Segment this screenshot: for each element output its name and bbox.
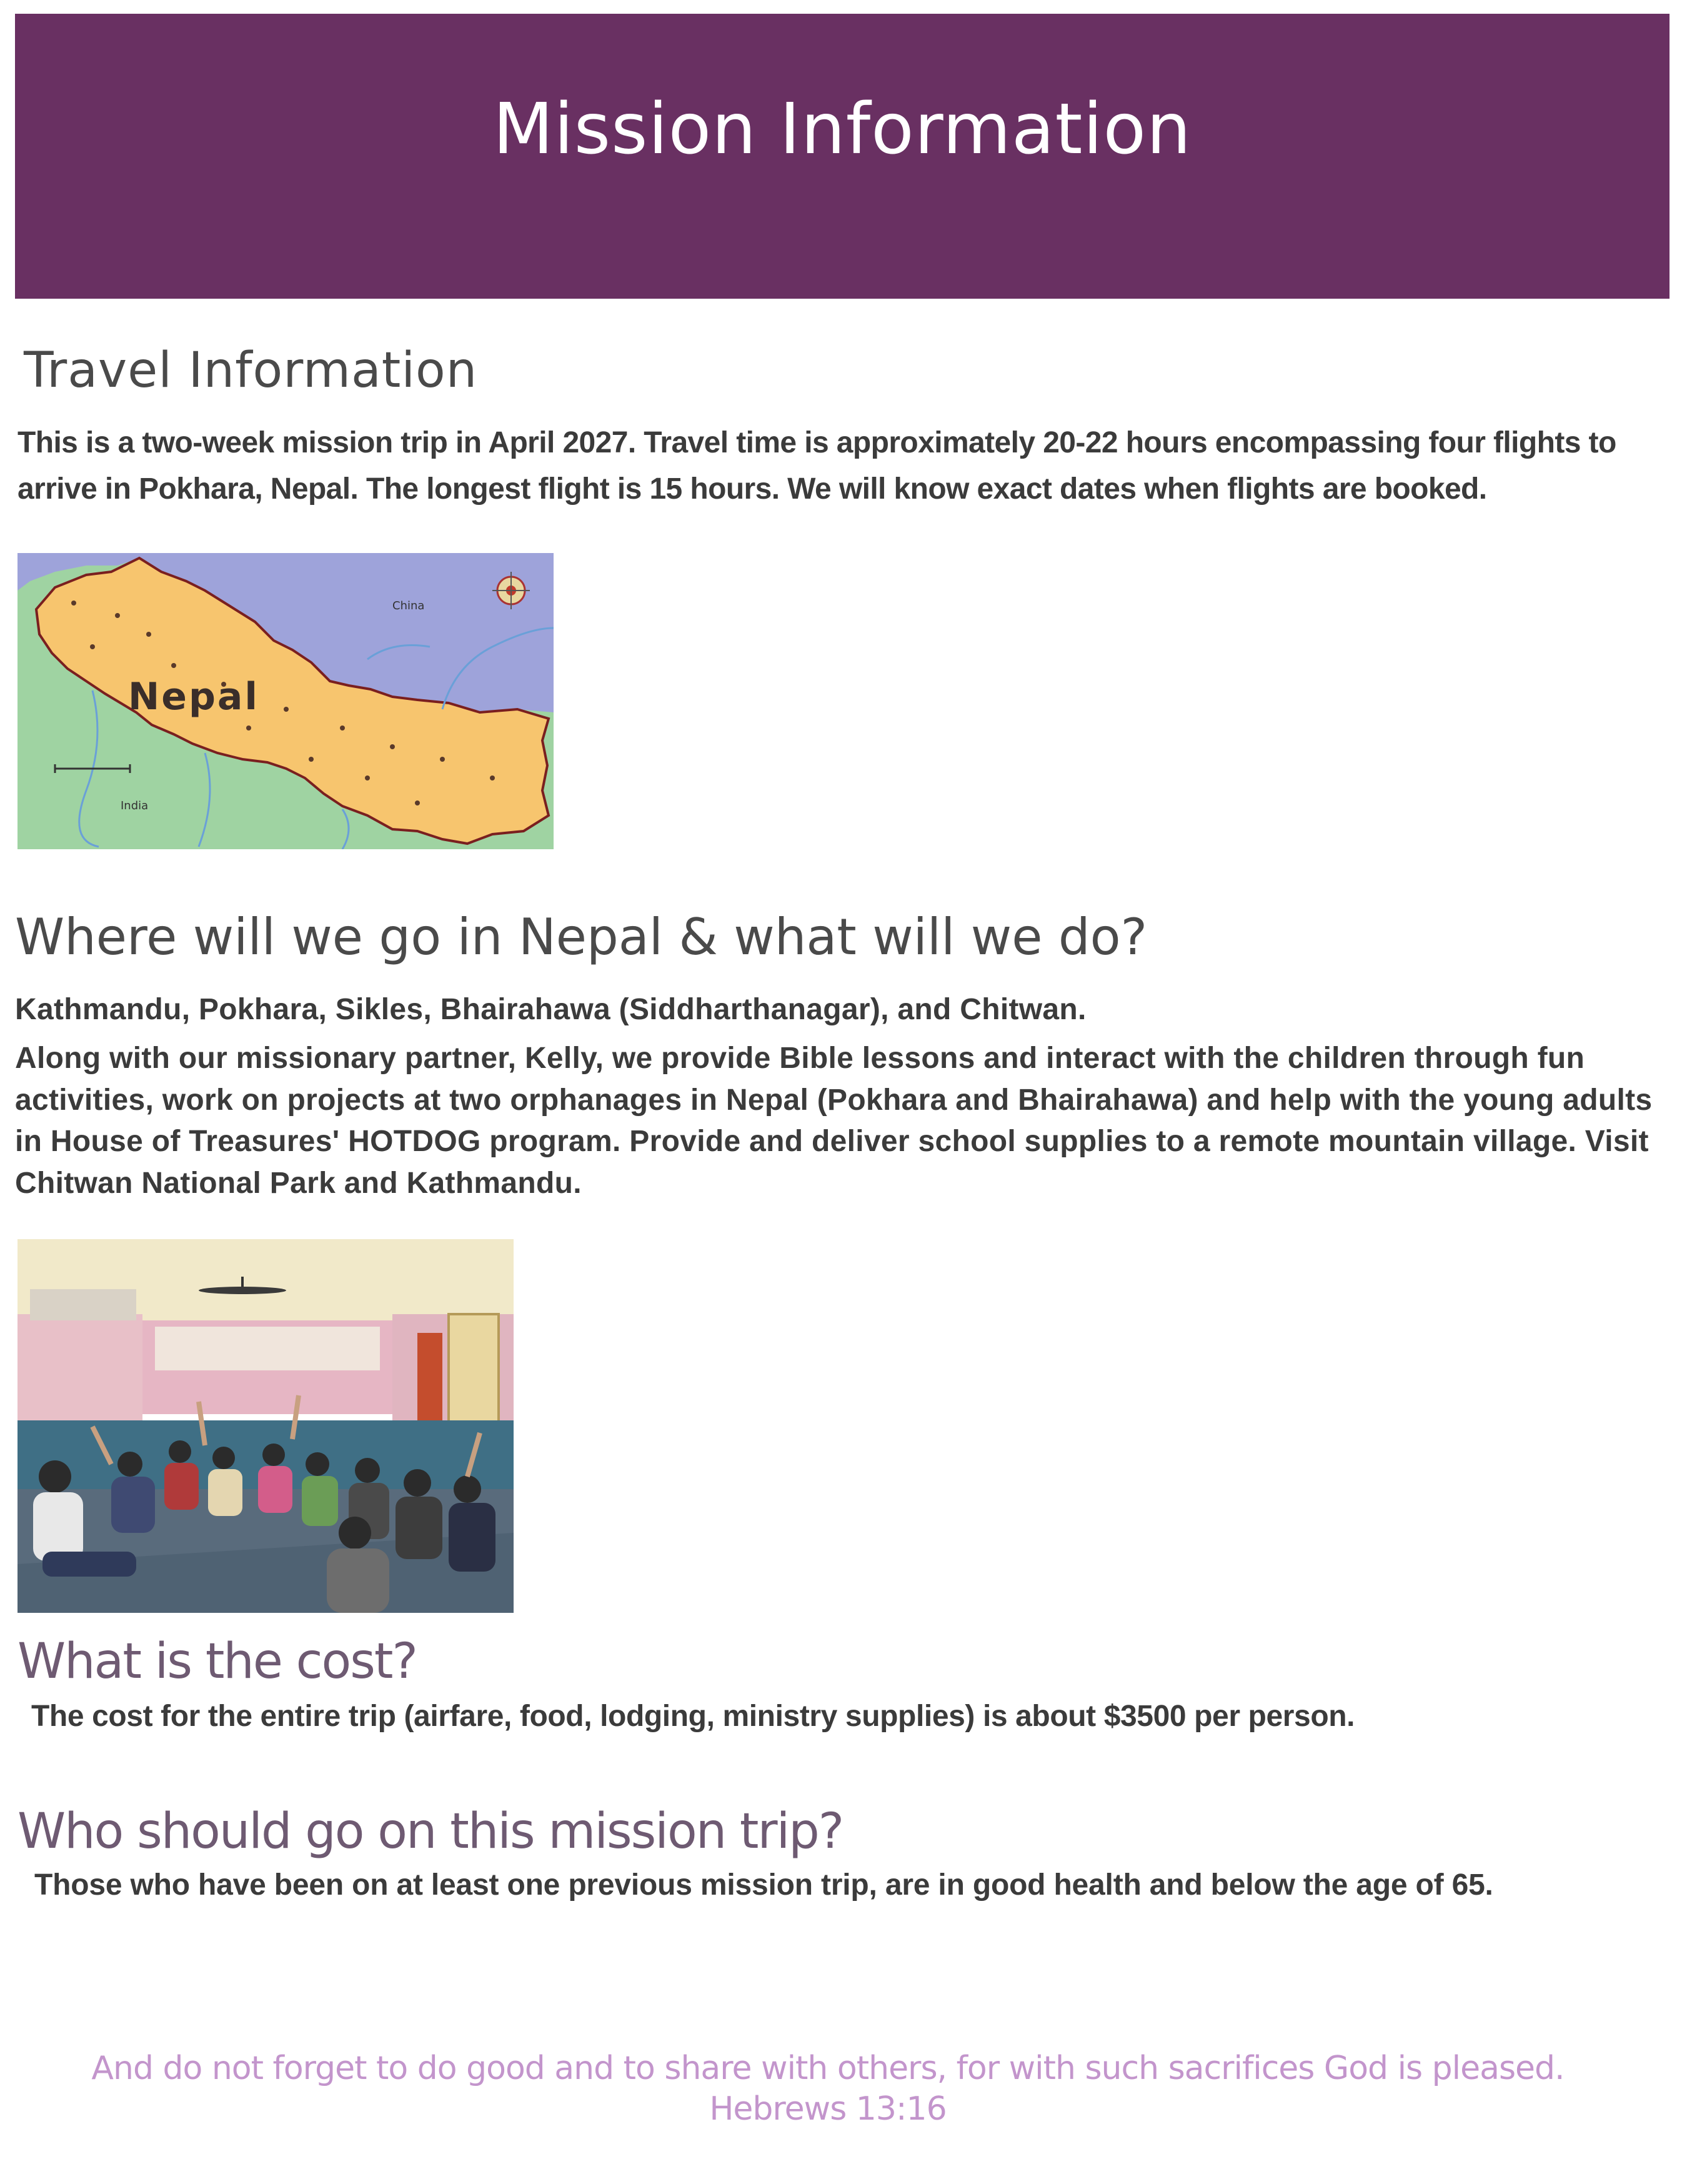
children-classroom-photo (17, 1239, 514, 1613)
map-nepal-label: Nepal (128, 675, 259, 719)
who-heading: Who should go on this mission trip? (17, 1803, 844, 1860)
travel-heading: Travel Information (24, 342, 478, 399)
where-activities-paragraph: Along with our missionary partner, Kelly, we provide Bible lessons and interact with the children through fun activities, work on projects at two orphanages in Nepal (Pokhara and Bhairahawa) and help with the young adults in House of Treasures' HOTDOG program. Provide and deliver school supplies to a remote mountain village. Visit Chitwan National Park and Kathmandu. (15, 1042, 1653, 1200)
page-title: Mission Information (493, 89, 1192, 171)
who-paragraph: Those who have been on at least one previous mission trip, are in good health and below the age of 65. (34, 1868, 1493, 1902)
map-india-label: India (121, 799, 149, 812)
where-heading: Where will we go in Nepal & what will we do? (15, 908, 1148, 966)
cost-heading: What is the cost? (17, 1633, 417, 1690)
where-places-paragraph: Kathmandu, Pokhara, Sikles, Bhairahawa (Siddharthanagar), and Chitwan. (15, 993, 1087, 1026)
header-banner (15, 14, 1670, 299)
scripture-reference: Hebrews 13:16 (709, 2090, 947, 2128)
scripture-verse: And do not forget to do good and to share with others, for with such sacrifices God is pleased. (91, 2050, 1565, 2087)
travel-paragraph: This is a two-week mission trip in April 2027. Travel time is approximately 20-22 hours encompassing four flights to arrive in Pokhara, Nepal. The longest flight is 15 hours. We will know exact dates when flights are booked. (17, 426, 1616, 506)
nepal-map-image (17, 553, 554, 849)
map-china-label: China (392, 599, 425, 612)
cost-paragraph: The cost for the entire trip (airfare, food, lodging, ministry supplies) is about $3500 per person. (31, 1700, 1355, 1733)
